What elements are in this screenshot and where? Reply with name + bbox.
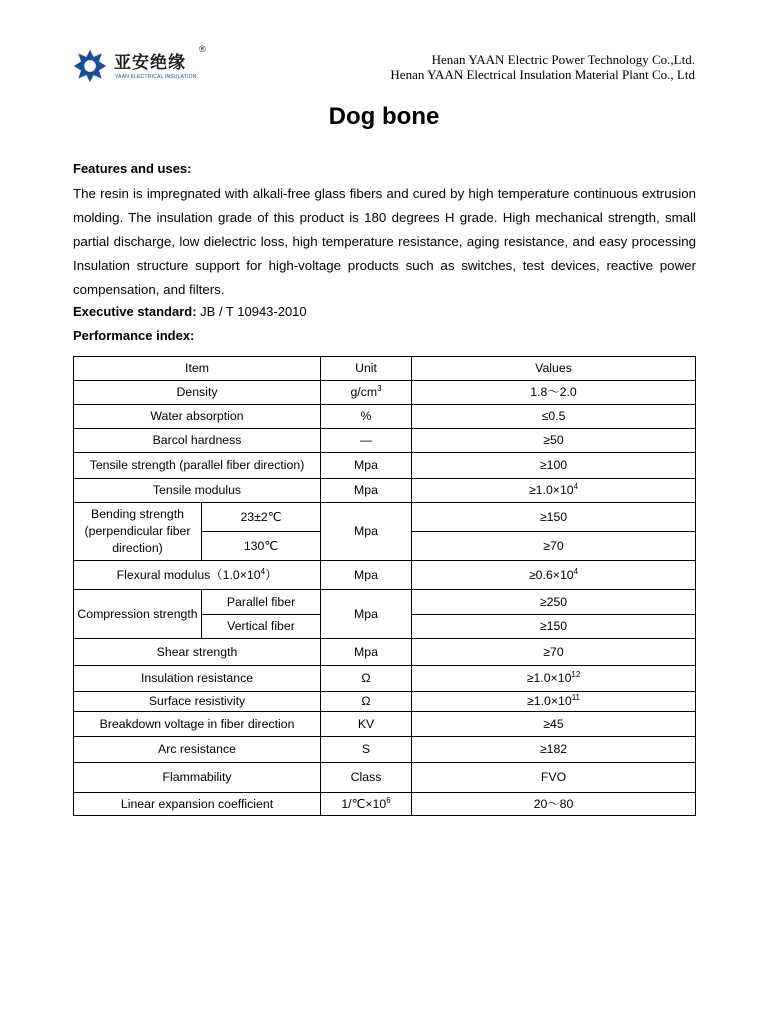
row-item: Tensile modulus <box>74 479 321 503</box>
row-value: $\ge 1.0\times 10^{12}$ <box>412 666 696 692</box>
table-row <box>74 429 696 453</box>
performance-table <box>73 356 696 816</box>
table-row <box>74 793 696 816</box>
row-item: Barcol hardness <box>74 429 321 453</box>
table-row <box>74 639 696 666</box>
row-item: Flammability <box>74 763 321 793</box>
row-item: Density <box>74 381 321 405</box>
features-label: Features and uses: <box>73 161 192 176</box>
row-value: FVO <box>412 763 696 793</box>
row-subitem: 130℃ <box>202 532 321 561</box>
row-unit: Class <box>321 763 412 793</box>
row-value: ≥100 <box>412 453 696 479</box>
row-unit: KV <box>321 712 412 737</box>
row-item: Flexural $modulus(1.0\times 10^4)$ <box>74 561 321 590</box>
performance-label: Performance index: <box>73 328 195 343</box>
table-row <box>74 479 696 503</box>
row-subitem: 23±2℃ <box>202 503 321 532</box>
table-header-row <box>74 357 696 381</box>
row-unit: Mpa <box>321 453 412 479</box>
row-value: ≤0.5 <box>412 405 696 429</box>
row-unit: Mpa <box>321 503 412 561</box>
table-row <box>74 503 696 532</box>
table-row <box>74 453 696 479</box>
table-row <box>74 692 696 712</box>
table-row <box>74 381 696 405</box>
row-value: ≥45 <box>412 712 696 737</box>
row-unit: $g/cm^3$ <box>321 381 412 405</box>
header-values: Values <box>412 357 696 381</box>
row-value: ≥70 <box>412 639 696 666</box>
registered-mark: ® <box>199 44 206 54</box>
row-item: Breakdown voltage in fiber direction <box>74 712 321 737</box>
row-item: Arc resistance <box>74 737 321 763</box>
row-item: Shear strength <box>74 639 321 666</box>
table-row <box>74 590 696 615</box>
table-row <box>74 763 696 793</box>
table-row <box>74 737 696 763</box>
row-unit: $1/℃\times 10^6$ <box>321 793 412 816</box>
row-value: $\ge 1.0\times 10^{11}$ <box>412 692 696 712</box>
row-unit: Mpa <box>321 590 412 639</box>
row-item: Water absorption <box>74 405 321 429</box>
row-item: Surface resistivity <box>74 692 321 712</box>
row-unit: Mpa <box>321 479 412 503</box>
table-row <box>74 561 696 590</box>
features-paragraph: The resin is impregnated with alkali-free glass fibers and cured by high temperature continuous extrusion molding. The insulation grade of this product is 180 degrees H grade. High mechanical strength, small partial discharge, low dielectric loss, high temperature resistance, aging resistance, and easy processing Insulation structure support for high-voltage products such as switches, test devices, reactive power compensation, and filters. <box>73 186 696 297</box>
header-unit: Unit <box>321 357 412 381</box>
row-unit: Mpa <box>321 639 412 666</box>
row-value: ≥50 <box>412 429 696 453</box>
gear-star-logo-icon <box>71 48 109 84</box>
row-item: Insulation resistance <box>74 666 321 692</box>
row-item: Linear expansion coefficient <box>74 793 321 816</box>
company-name-2: Henan YAAN Electrical Insulation Material Plant Co., Ltd <box>390 67 695 82</box>
row-unit: Ω <box>321 692 412 712</box>
table-row <box>74 405 696 429</box>
row-value: ≥150 <box>412 503 696 532</box>
company-names <box>390 52 695 82</box>
logo-english-text: YAAN ELECTRICAL INSULATION <box>115 74 197 80</box>
company-name-1: Henan YAAN Electric Power Technology Co.,Ltd. <box>431 52 695 67</box>
row-unit: Ω <box>321 666 412 692</box>
row-value: 20～80 <box>412 793 696 816</box>
standard-label: Executive standard: <box>73 304 197 319</box>
document-title: Dog bone <box>328 103 440 130</box>
header-item: Item <box>74 357 321 381</box>
row-item: Bending strength (perpendicular fiber direction) <box>74 503 202 561</box>
row-unit: — <box>321 429 412 453</box>
company-logo <box>71 44 211 84</box>
row-item: Compression strength <box>74 590 202 639</box>
row-item: Tensile strength (parallel fiber direction) <box>74 453 321 479</box>
row-unit: Mpa <box>321 561 412 590</box>
row-value: ≥250 <box>412 590 696 615</box>
row-value: $\ge 0.6\times 10^4$ <box>412 561 696 590</box>
row-unit: % <box>321 405 412 429</box>
table-row <box>74 666 696 692</box>
row-value: ≥70 <box>412 532 696 561</box>
table-row <box>74 712 696 737</box>
row-value: ≥182 <box>412 737 696 763</box>
row-value: $\ge 1.0\times 10^4$ <box>412 479 696 503</box>
logo-chinese-text: 亚安绝缘 <box>114 53 186 73</box>
row-unit: S <box>321 737 412 763</box>
row-subitem: Parallel fiber <box>202 590 321 615</box>
standard-value: JB / T 10943-2010 <box>196 304 307 319</box>
row-subitem: Vertical fiber <box>202 615 321 639</box>
row-value: 1.8～2.0 <box>412 381 696 405</box>
row-value: ≥150 <box>412 615 696 639</box>
executive-standard <box>73 304 307 319</box>
